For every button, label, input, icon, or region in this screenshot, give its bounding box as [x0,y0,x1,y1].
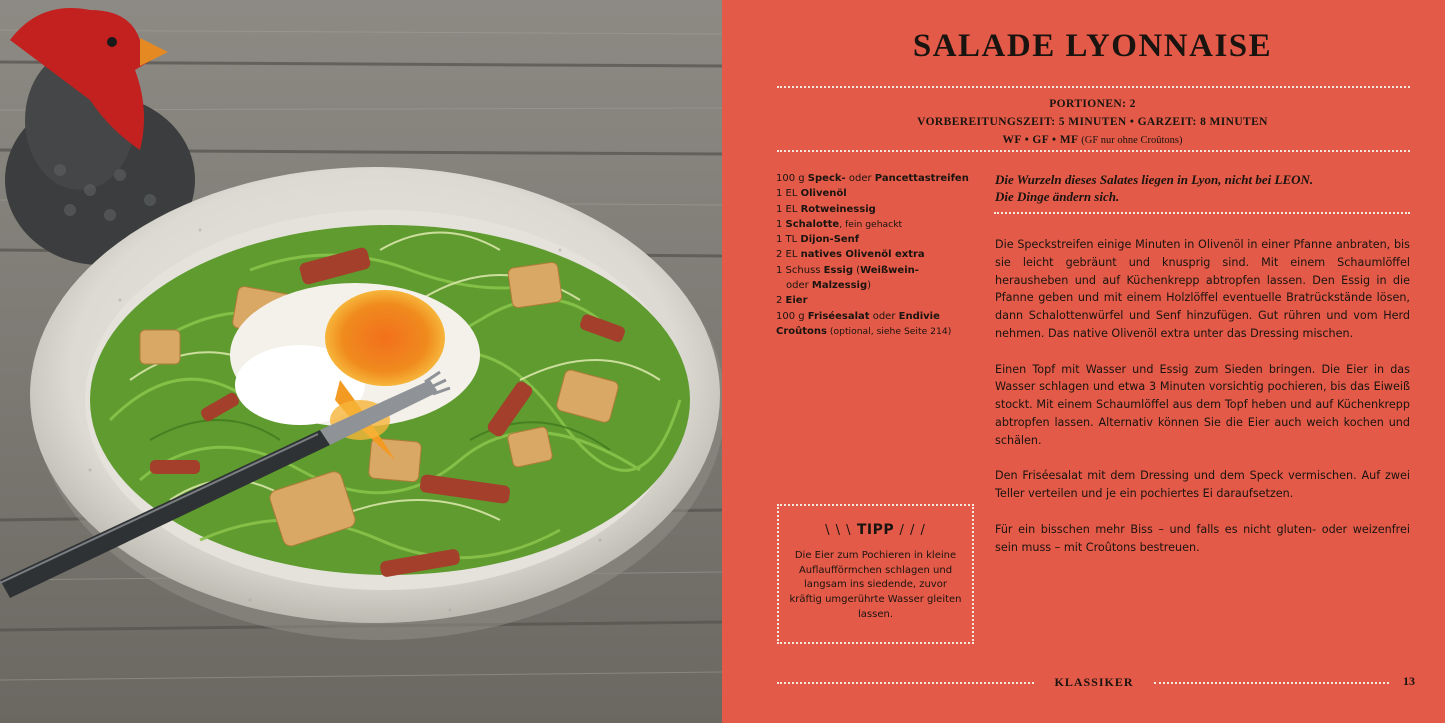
ingredient-item [776,324,976,339]
ingredient-name: Croûtons [776,325,827,337]
ingredient-qty: 100 g [776,310,808,322]
ingredient-name: Olivenöl [800,188,847,200]
ingredient-item [776,263,976,278]
ingredient-name: Pancettastreifen [874,173,969,184]
ingredient-qty: 1 EL [776,188,801,200]
recipe-intro [995,171,1415,205]
dotted-divider [994,212,1410,214]
ingredient-item [776,217,976,232]
method-step: Für ein bisschen mehr Biss – und falls es nicht gluten- oder weizenfrei sein muss – mit Croûtons bestreuen. [995,522,1410,554]
diet-tags: WF • GF • MF [1002,134,1079,146]
ingredient-item [776,293,976,308]
portions: PORTIONEN: 2 [1049,98,1136,110]
ingredient-list [776,171,976,339]
recipe-method [995,236,1410,574]
prep-cook-times: VORBEREITUNGSZEIT: 5 MINUTEN • GARZEIT: 8 MINUTEN [917,116,1268,128]
ingredient-name: Friséesalat [807,310,870,322]
diet-tags-line [722,131,1445,150]
ingredient-item [776,309,976,324]
ingredient-connector: ( [853,264,861,276]
intro-line: Die Dinge ändern sich. [995,189,1120,204]
intro-line: Die Wurzeln dieses Salates liegen in Lyon, nicht bei LEON. [995,172,1314,187]
ingredient-connector: oder [786,280,812,292]
ingredient-name: natives Olivenöl extra [800,249,925,261]
ingredient-qty: 2 [776,295,786,307]
tip-rays-right-icon: / / / [899,523,926,538]
method-step: Einen Topf mit Wasser und Essig zum Sieden bringen. Die Eier in das Wasser schlagen und etwa 3 Minuten vorsichtig pochieren, bis das Eiweiß stockt. Mit einem Schaumlöffel aus dem Topf heben und auf Küchenkrepp abtropfen lassen. Alternativ können Sie die Eier auch weich kochen und schälen. [995,362,1410,447]
salad-photo-illustration [0,0,722,723]
recipe-page [722,0,1445,723]
tip-label: TIPP [856,522,895,538]
ingredient-name: Eier [785,295,808,307]
ingredient-name: Schalotte [785,218,840,230]
ingredient-name: Rotweinessig [800,203,876,215]
ingredient-qty: 1 EL [776,203,801,215]
recipe-title: SALADE LYONNAISE [912,28,1273,64]
ingredient-qty: 1 [776,218,786,230]
ingredient-note: (optional, siehe Seite 214) [826,325,952,337]
method-step: Die Speckstreifen einige Minuten in Olivenöl in einer Pfanne anbraten, bis sie leicht gebräunt und knusprig sind. Mit einem Schaumlöffel herausheben und auf Küchenkrepp abtropfen lassen. Den Essig in die Pfanne geben und mit einem Holzlöffel eventuelle Bratrückstände lösen, dann Schalottenwürfel und Senf hinzufügen. Gut rühren und vom Herd nehmen. Das native Olivenöl extra unter das Dressing mischen. [995,238,1410,340]
ingredient-name: Endivie [898,310,940,322]
ingredient-name: Malzessig [811,280,868,292]
ingredient-name: Speck- [807,173,846,184]
method-step: Den Friséesalat mit dem Dressing und dem Speck vermischen. Auf zwei Teller verteilen und je ein pochiertes Ei daraufsetzen. [995,469,1410,501]
tip-box [777,504,974,644]
section-label: KLASSIKER [1054,675,1134,689]
ingredient-note: ) [867,280,872,292]
ingredient-connector: oder [845,173,875,184]
tip-rays-left-icon: \ \ \ [825,523,852,538]
ingredient-name: Weißwein- [860,264,919,276]
ingredient-qty: 1 Schuss [776,264,824,276]
ingredient-note: , fein gehackt [839,218,903,230]
salad-photo [0,0,722,723]
ingredient-item [776,186,976,201]
ingredient-item [776,202,976,217]
tip-heading [779,522,972,538]
footer-dotted-rule [777,682,1034,684]
ingredient-name: Essig [823,264,853,276]
ingredient-name: Dijon-Senf [800,234,860,246]
page-number: 13 [1403,674,1415,688]
ingredient-item [776,232,976,247]
footer-dotted-rule [1154,682,1389,684]
ingredient-qty: 100 g [776,173,808,184]
ingredient-connector: oder [869,310,899,322]
tip-text: Die Eier zum Pochieren in kleine Auflaufförmchen schlagen und langsam ins siedende, zuvor kräftig umgerührte Wasser gleiten lassen. [789,550,962,620]
recipe-meta [722,95,1445,150]
dotted-divider [777,150,1410,152]
ingredient-qty: 2 EL [776,249,801,261]
ingredient-item-continued [776,278,976,293]
ingredient-item [776,171,976,186]
ingredient-qty: 1 TL [776,234,801,246]
ingredient-item [776,247,976,262]
dotted-divider [777,86,1410,88]
diet-note: (GF nur ohne Croûtons) [1081,135,1183,146]
